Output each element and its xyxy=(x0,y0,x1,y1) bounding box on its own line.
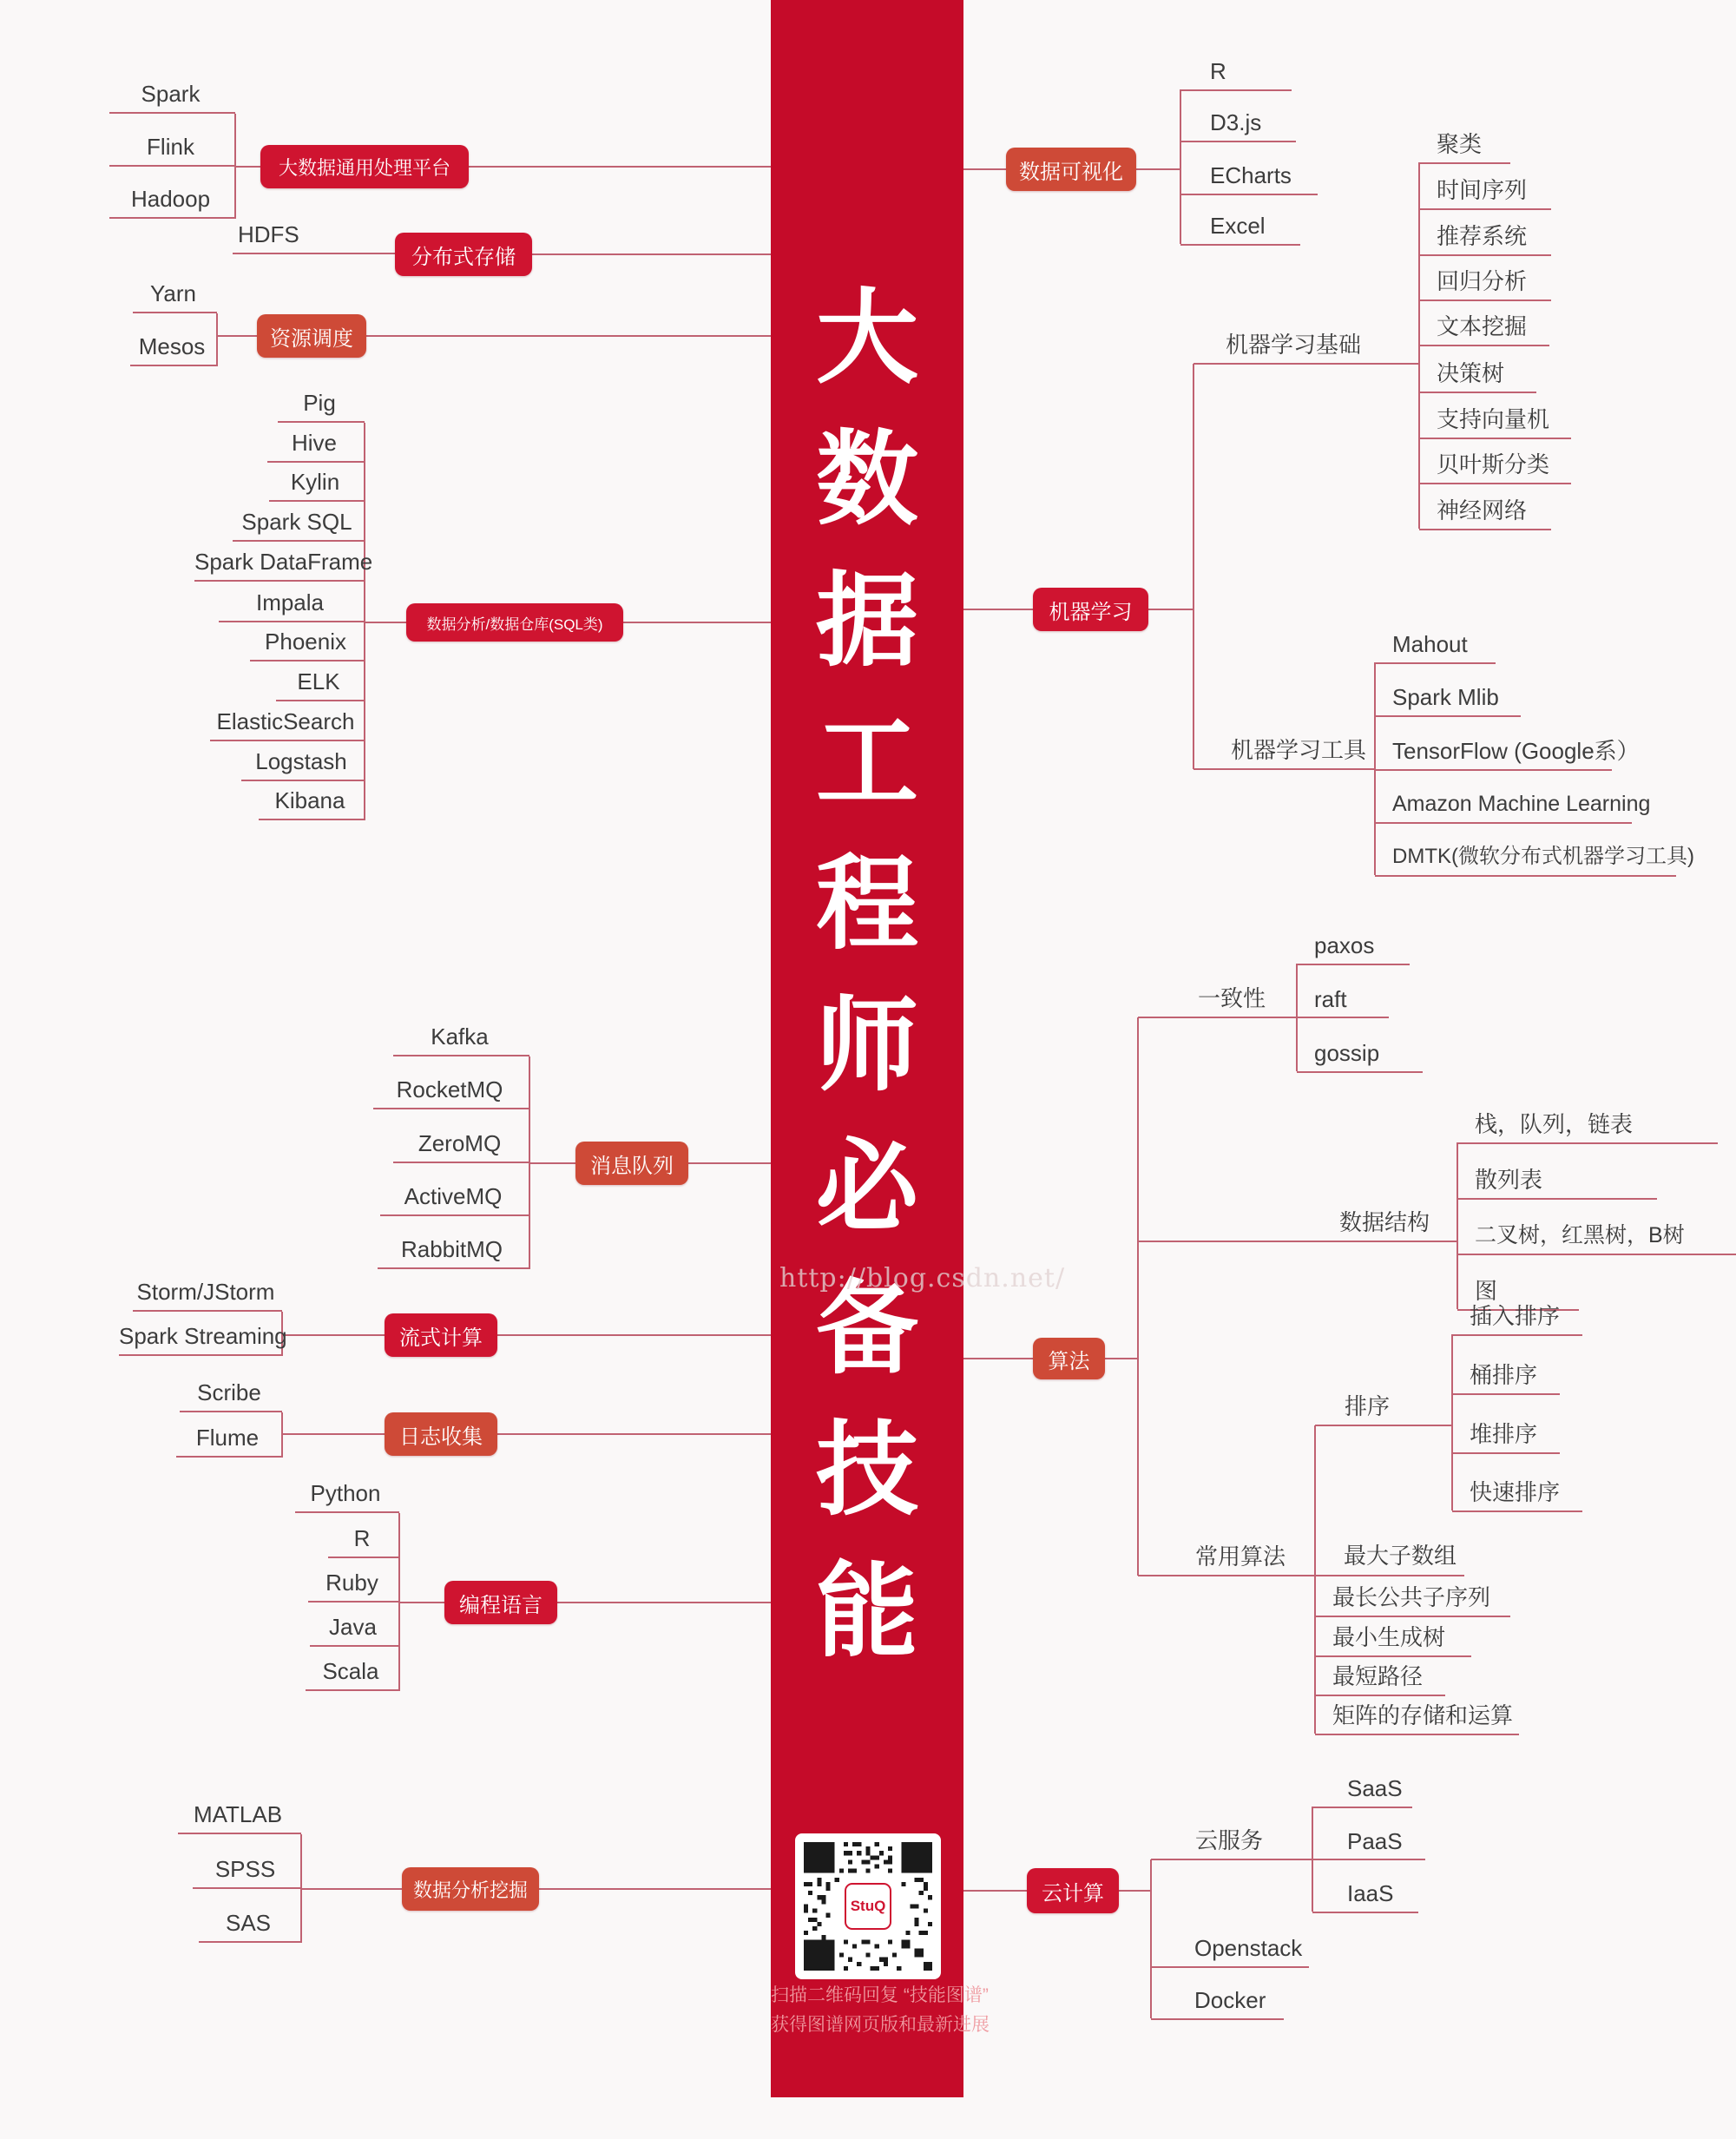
title-char-1: 大 xyxy=(815,281,918,396)
leaf-r-lang: R xyxy=(328,1522,399,1558)
stuq-badge: StuQ xyxy=(845,1883,891,1930)
leaf-echarts: ECharts xyxy=(1180,159,1318,195)
leaf-phoenix: Phoenix xyxy=(250,625,365,661)
node-log-collection: 日志收集 xyxy=(385,1412,497,1456)
leaf-python: Python xyxy=(295,1477,399,1513)
leaf-recommender: 推荐系统 xyxy=(1419,220,1551,256)
leaf-quick-sort: 快速排序 xyxy=(1452,1476,1582,1512)
leaf-regression: 回归分析 xyxy=(1419,265,1551,301)
leaf-stack-queue-list: 栈，队列，链表 xyxy=(1457,1108,1718,1144)
leaf-matrix-storage-operations: 矩阵的存储和运算 xyxy=(1315,1699,1519,1735)
qr-caption-line1: 扫描二维码回复 “技能图谱” xyxy=(771,1985,989,2005)
leaf-raft: raft xyxy=(1314,986,1347,1012)
leaf-bucket-sort: 桶排序 xyxy=(1452,1359,1560,1395)
leaf-flume: Flume xyxy=(176,1421,282,1458)
leaf-time-series: 时间序列 xyxy=(1419,174,1551,210)
leaf-yarn: Yarn xyxy=(133,277,217,313)
leaf-zeromq: ZeroMQ xyxy=(393,1127,529,1163)
group-sorting: 排序 xyxy=(1345,1393,1391,1419)
leaf-spark-mlib: Spark Mlib xyxy=(1375,681,1521,717)
leaf-ruby: Ruby xyxy=(308,1566,399,1603)
node-sql-warehouse: 数据分析/数据仓库(SQL类) xyxy=(406,603,623,642)
node-cloud-computing: 云计算 xyxy=(1027,1868,1119,1913)
leaf-mahout: Mahout xyxy=(1375,628,1496,664)
leaf-pig: Pig xyxy=(278,386,365,423)
leaf-scala: Scala xyxy=(306,1655,399,1691)
node-programming-language: 编程语言 xyxy=(444,1581,557,1624)
leaf-saas: SaaS xyxy=(1312,1772,1412,1808)
leaf-flink: Flink xyxy=(109,130,235,167)
leaf-iaas: IaaS xyxy=(1312,1877,1418,1913)
leaf-storm-jstorm: Storm/JStorm xyxy=(133,1275,282,1312)
leaf-longest-common-subsequence: 最长公共子序列 xyxy=(1315,1581,1510,1617)
title-char-4: 工 xyxy=(815,706,918,820)
leaf-minimum-spanning-tree: 最小生成树 xyxy=(1315,1621,1471,1657)
leaf-hadoop: Hadoop xyxy=(109,182,235,219)
leaf-scribe: Scribe xyxy=(180,1376,282,1412)
leaf-gossip: gossip xyxy=(1297,1037,1423,1073)
group-consistency: 一致性 xyxy=(1198,985,1266,1011)
group-ml-basics: 机器学习基础 xyxy=(1226,332,1362,358)
node-message-queue: 消息队列 xyxy=(575,1142,688,1185)
title-char-5: 程 xyxy=(815,847,918,962)
leaf-activemq: ActiveMQ xyxy=(380,1180,529,1216)
leaf-docker: Docker xyxy=(1151,1984,1284,2020)
title-char-9: 技 xyxy=(815,1413,918,1528)
leaf-svm: 支持向量机 xyxy=(1419,403,1571,439)
leaf-impala: Impala xyxy=(219,586,365,622)
leaf-hive: Hive xyxy=(267,426,365,463)
leaf-tensorflow: TensorFlow (Google系） xyxy=(1375,734,1612,771)
csdn-watermark: http://blog.csdn.net/ xyxy=(779,1263,1066,1293)
leaf-trees: 二叉树，红黑树，B树 xyxy=(1457,1219,1736,1255)
leaf-java: Java xyxy=(310,1610,399,1647)
leaf-spark: Spark xyxy=(109,77,235,114)
node-stream-computing: 流式计算 xyxy=(385,1313,497,1357)
leaf-spss: SPSS xyxy=(193,1853,301,1889)
leaf-matlab: MATLAB xyxy=(178,1798,301,1834)
group-ml-tools: 机器学习工具 xyxy=(1231,737,1367,763)
leaf-kylin: Kylin xyxy=(269,465,365,502)
leaf-kafka: Kafka xyxy=(393,1020,529,1056)
leaf-elk: ELK xyxy=(276,665,365,701)
leaf-logstash: Logstash xyxy=(241,745,365,781)
leaf-openstack: Openstack xyxy=(1151,1932,1309,1968)
qr-caption-line2: 获得图谱网页版和最新进展 xyxy=(771,2015,990,2035)
leaf-paxos: paxos xyxy=(1297,929,1410,965)
leaf-dmtk: DMTK(微软分布式机器学习工具) xyxy=(1375,840,1676,877)
leaf-mesos: Mesos xyxy=(130,330,217,366)
title-char-10: 能 xyxy=(815,1555,918,1669)
leaf-paas: PaaS xyxy=(1347,1828,1403,1854)
leaf-sas: SAS xyxy=(199,1906,301,1943)
title-char-3: 据 xyxy=(815,564,918,679)
node-resource-scheduling: 资源调度 xyxy=(257,314,366,358)
leaf-amazon-ml: Amazon Machine Learning xyxy=(1375,787,1632,824)
leaf-hdfs: HDFS xyxy=(233,218,395,254)
title-char-7: 必 xyxy=(815,1130,918,1245)
leaf-hash-table: 散列表 xyxy=(1457,1163,1657,1200)
node-algorithms: 算法 xyxy=(1033,1338,1105,1379)
leaf-spark-dataframe: Spark DataFrame xyxy=(194,545,365,582)
node-machine-learning: 机器学习 xyxy=(1033,588,1148,631)
leaf-elasticsearch: ElasticSearch xyxy=(210,705,365,741)
leaf-clustering: 聚类 xyxy=(1419,128,1510,164)
title-char-8: 备 xyxy=(815,1272,918,1386)
leaf-spark-streaming: Spark Streaming xyxy=(119,1320,282,1356)
leaf-heap-sort: 堆排序 xyxy=(1452,1418,1560,1454)
title-char-6: 师 xyxy=(815,989,918,1103)
title-char-2: 数 xyxy=(815,423,918,537)
leaf-insertion-sort: 插入排序 xyxy=(1452,1300,1582,1336)
leaf-kibana: Kibana xyxy=(259,784,365,820)
leaf-text-mining: 文本挖掘 xyxy=(1419,310,1549,346)
node-data-mining: 数据分析挖掘 xyxy=(402,1867,539,1911)
leaf-r-viz: R xyxy=(1180,55,1292,91)
group-common-algorithms: 常用算法 xyxy=(1195,1543,1286,1570)
leaf-spark-sql: Spark SQL xyxy=(233,505,365,542)
leaf-max-subarray: 最大子数组 xyxy=(1344,1543,1457,1569)
group-cloud-services: 云服务 xyxy=(1195,1827,1264,1853)
leaf-bayes-classifier: 贝叶斯分类 xyxy=(1419,448,1571,484)
node-distributed-storage: 分布式存储 xyxy=(395,233,532,276)
leaf-excel: Excel xyxy=(1180,209,1300,246)
leaf-d3js: D3.js xyxy=(1180,106,1296,142)
leaf-decision-tree: 决策树 xyxy=(1419,357,1536,393)
leaf-neural-network: 神经网络 xyxy=(1419,494,1551,530)
leaf-rocketmq: RocketMQ xyxy=(373,1073,529,1109)
leaf-shortest-path: 最短路径 xyxy=(1315,1660,1445,1696)
node-big-data-platform: 大数据通用处理平台 xyxy=(260,145,469,188)
group-data-structures: 数据结构 xyxy=(1339,1209,1430,1235)
node-data-visualization: 数据可视化 xyxy=(1006,148,1136,191)
leaf-rabbitmq: RabbitMQ xyxy=(378,1233,529,1269)
leaf-graph: 图 xyxy=(1457,1274,1579,1311)
